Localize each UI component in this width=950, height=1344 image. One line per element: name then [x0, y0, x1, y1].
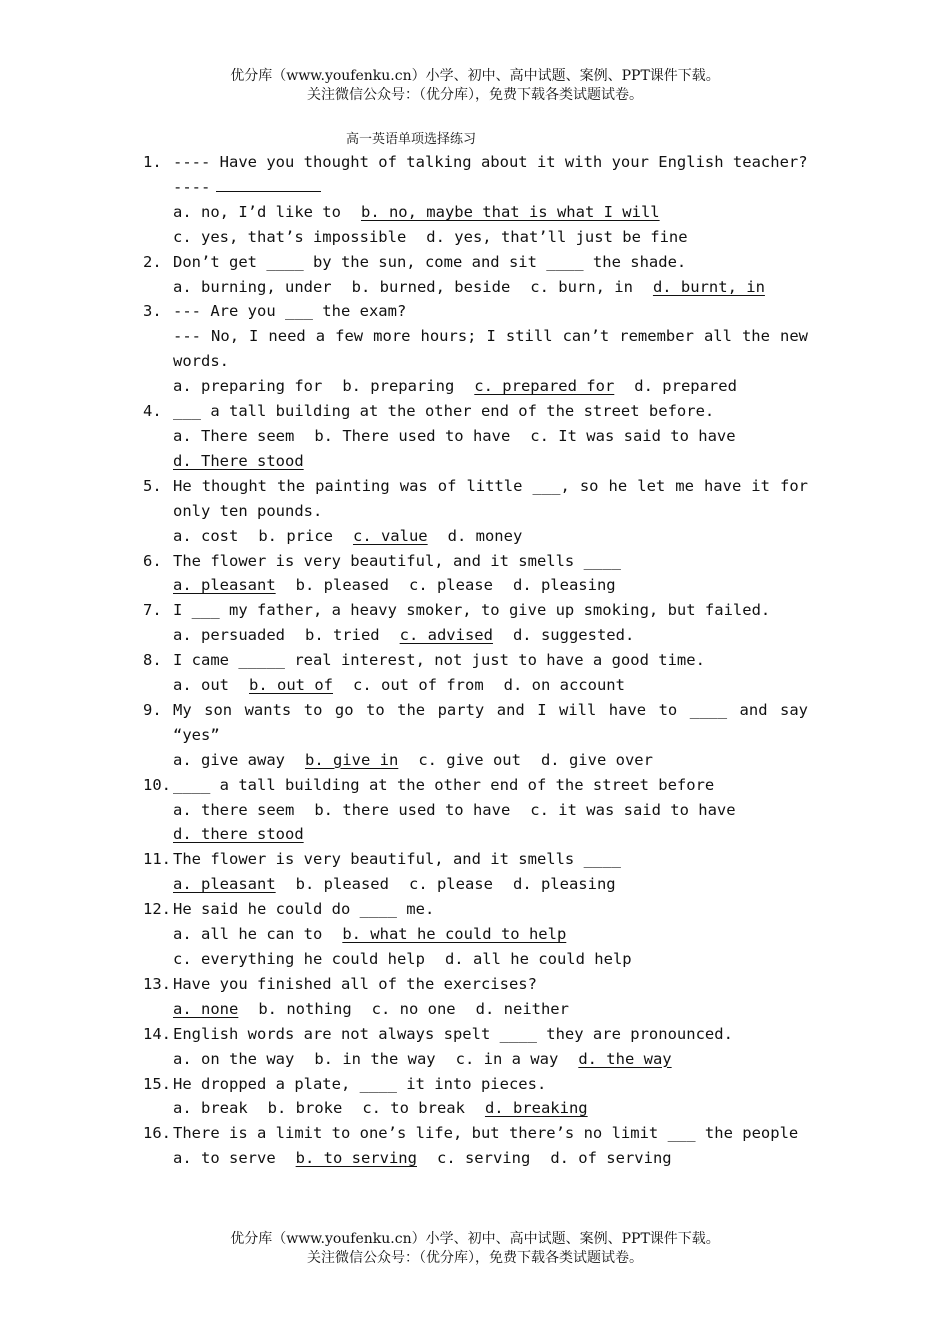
option-row	[173, 798, 808, 823]
question-item	[143, 150, 808, 250]
option-row	[173, 623, 808, 648]
option: b. burned, beside	[351, 277, 511, 296]
question-item	[143, 972, 808, 1022]
option: d. pleasing	[512, 576, 616, 595]
option: b. pleased	[295, 875, 389, 894]
option: b. broke	[267, 1099, 343, 1118]
question-text: ___ a tall building at the other end of the street before.	[173, 402, 715, 421]
option: b. There used to have	[314, 426, 511, 445]
option: d. of serving	[550, 1149, 672, 1168]
option: b. in the way	[314, 1049, 436, 1068]
question-text: ---- Have you thought of talking about it with your English teacher?	[173, 153, 808, 171]
option-row	[173, 673, 808, 698]
option: c. give out	[418, 750, 521, 769]
option: a. all he can to	[173, 925, 323, 944]
question-number: 10.	[143, 775, 171, 794]
option: b. nothing	[258, 999, 352, 1018]
question-text: There is a limit to one’s life, but there’s no limit ___ the people	[173, 1124, 799, 1143]
question-item	[143, 598, 808, 648]
option: d. money	[447, 526, 523, 545]
question-item	[143, 1022, 808, 1072]
option-row	[173, 822, 808, 847]
option: a. cost	[173, 526, 239, 545]
option: c. please	[408, 576, 493, 595]
option: c. please	[408, 875, 493, 894]
option: a. give away	[173, 750, 285, 769]
option-row	[173, 424, 808, 449]
reply-dashes: ----	[173, 177, 211, 196]
option: a. persuaded	[173, 626, 285, 645]
option-correct: b. to serving	[295, 1149, 417, 1168]
option-row	[173, 275, 808, 300]
question-text: ____ a tall building at the other end of the street before	[173, 775, 715, 794]
question-item	[143, 1072, 808, 1122]
question-number: 12.	[143, 900, 171, 919]
option: a. preparing for	[173, 377, 323, 396]
question-text: --- Are you ___ the exam?	[173, 302, 407, 321]
option: c. it was said to have	[530, 800, 736, 819]
option: b. tried	[304, 626, 380, 645]
question-item	[143, 773, 808, 848]
option: a. There seem	[173, 426, 295, 445]
option-row	[173, 947, 808, 972]
option: a. break	[173, 1099, 248, 1118]
question-text: He thought the painting was of little ___, so he let me have it for only ten pounds.	[173, 476, 808, 520]
question-item	[143, 250, 808, 300]
option: d. on account	[503, 676, 625, 695]
question-number: 8.	[143, 651, 162, 670]
header-line-1: 优分库（www.youfenku.cn）小学、初中、高中试题、案例、PPT课件下载。	[230, 68, 720, 84]
option: d. pleasing	[512, 875, 616, 894]
answer-blank	[216, 177, 321, 192]
question-list	[143, 150, 808, 1171]
question-item	[143, 474, 808, 549]
question-item	[143, 847, 808, 897]
option-row	[173, 524, 808, 549]
option-correct: d. breaking	[484, 1099, 588, 1118]
footer-line-2: 关注微信公众号：（优分库），免费下载各类试题试卷。	[307, 1250, 643, 1266]
option-row	[173, 1096, 808, 1121]
option: c. to break	[362, 1099, 465, 1118]
option-correct: b. give in	[304, 750, 399, 769]
option: a. on the way	[173, 1049, 295, 1068]
option-row	[173, 872, 808, 897]
option-correct: c. advised	[399, 626, 493, 645]
option-correct: d. There stood	[173, 451, 304, 470]
option: a. no, I’d like to	[173, 202, 341, 221]
question-text-continued: --- No, I need a few more hours; I still can’t remember all the new words.	[173, 327, 808, 371]
question-text: Have you finished all of the exercises?	[173, 974, 537, 993]
question-text: He dropped a plate, ____ it into pieces.	[173, 1074, 547, 1093]
question-number: 9.	[143, 700, 162, 719]
option-correct: d. the way	[578, 1049, 672, 1068]
option: d. prepared	[634, 377, 737, 396]
option-row	[173, 225, 808, 250]
option-row	[173, 1047, 808, 1072]
option-row	[173, 200, 808, 225]
option-row	[173, 374, 808, 399]
question-number: 6.	[143, 551, 162, 570]
document-title: 高一英语单项选择练习	[346, 132, 477, 147]
question-number: 15.	[143, 1074, 171, 1093]
question-number: 4.	[143, 402, 162, 421]
answer-prompt-line	[173, 175, 808, 200]
option: c. yes, that’s impossible	[173, 227, 407, 246]
option: c. burn, in	[530, 277, 633, 296]
option: b. pleased	[295, 576, 389, 595]
option-row	[173, 748, 808, 773]
option: a. burning, under	[173, 277, 332, 296]
option: c. everything he could help	[173, 950, 425, 968]
question-text: The flower is very beautiful, and it smells ____	[173, 551, 621, 570]
question-number: 1.	[143, 153, 162, 171]
question-text: He said he could do ____ me.	[173, 900, 435, 919]
option: d. all he could help	[444, 950, 632, 968]
question-text: My son wants to go to the party and I will have to ____ and say “yes”	[173, 700, 808, 744]
option-row	[173, 997, 808, 1022]
page-footer	[0, 1230, 950, 1268]
option: b. preparing	[342, 377, 455, 396]
question-number: 11.	[143, 850, 171, 869]
question-item	[143, 1121, 808, 1171]
question-number: 14.	[143, 1024, 171, 1043]
option-correct: a. pleasant	[173, 875, 276, 894]
question-text: I came _____ real interest, not just to have a good time.	[173, 651, 705, 670]
question-text: English words are not always spelt ____ they are pronounced.	[173, 1024, 733, 1043]
question-text: Don’t get ____ by the sun, come and sit ____ the shade.	[173, 252, 687, 271]
option: d. neither	[475, 999, 569, 1018]
question-number: 3.	[143, 302, 162, 321]
option-row	[173, 449, 808, 474]
option: d. yes, that’ll just be fine	[426, 227, 688, 246]
option: d. give over	[540, 750, 653, 769]
option-correct: b. out of	[249, 676, 333, 695]
option: a. to serve	[173, 1149, 276, 1168]
question-item	[143, 549, 808, 599]
question-text: I ___ my father, a heavy smoker, to give up smoking, but failed.	[173, 601, 771, 620]
question-item	[143, 648, 808, 698]
option-correct: d. burnt, in	[652, 277, 765, 296]
option: c. It was said to have	[530, 426, 736, 445]
option: c. serving	[436, 1149, 531, 1168]
option-correct: c. prepared for	[474, 377, 615, 396]
question-item	[143, 399, 808, 474]
option: c. in a way	[455, 1049, 559, 1068]
question-text: The flower is very beautiful, and it smells ____	[173, 850, 621, 869]
option-row	[173, 1146, 808, 1171]
option-correct: b. no, maybe that is what I will	[360, 202, 660, 221]
question-item	[143, 897, 808, 972]
option-correct: a. pleasant	[173, 576, 276, 595]
option: c. no one	[371, 999, 456, 1018]
page-header	[0, 67, 950, 105]
option: b. price	[258, 526, 333, 545]
option: a. out	[173, 676, 229, 695]
question-number: 16.	[143, 1124, 171, 1143]
question-number: 13.	[143, 974, 171, 993]
header-line-2: 关注微信公众号：（优分库），免费下载各类试题试卷。	[307, 87, 643, 103]
option-correct: a. none	[173, 999, 239, 1018]
option-row	[173, 922, 808, 947]
question-number: 5.	[143, 476, 162, 495]
option-correct: c. value	[352, 526, 428, 545]
option: a. there seem	[173, 800, 295, 819]
question-number: 2.	[143, 252, 162, 271]
option-row	[173, 573, 808, 598]
option-correct: d. there stood	[173, 825, 304, 844]
option: b. there used to have	[314, 800, 511, 819]
option: c. out of from	[353, 676, 484, 695]
footer-line-1: 优分库（www.youfenku.cn）小学、初中、高中试题、案例、PPT课件下载。	[230, 1231, 720, 1247]
option: d. suggested.	[512, 626, 635, 645]
option-correct: b. what he could to help	[342, 925, 567, 944]
question-number: 7.	[143, 601, 162, 620]
question-item	[143, 698, 808, 773]
question-item	[143, 299, 808, 399]
